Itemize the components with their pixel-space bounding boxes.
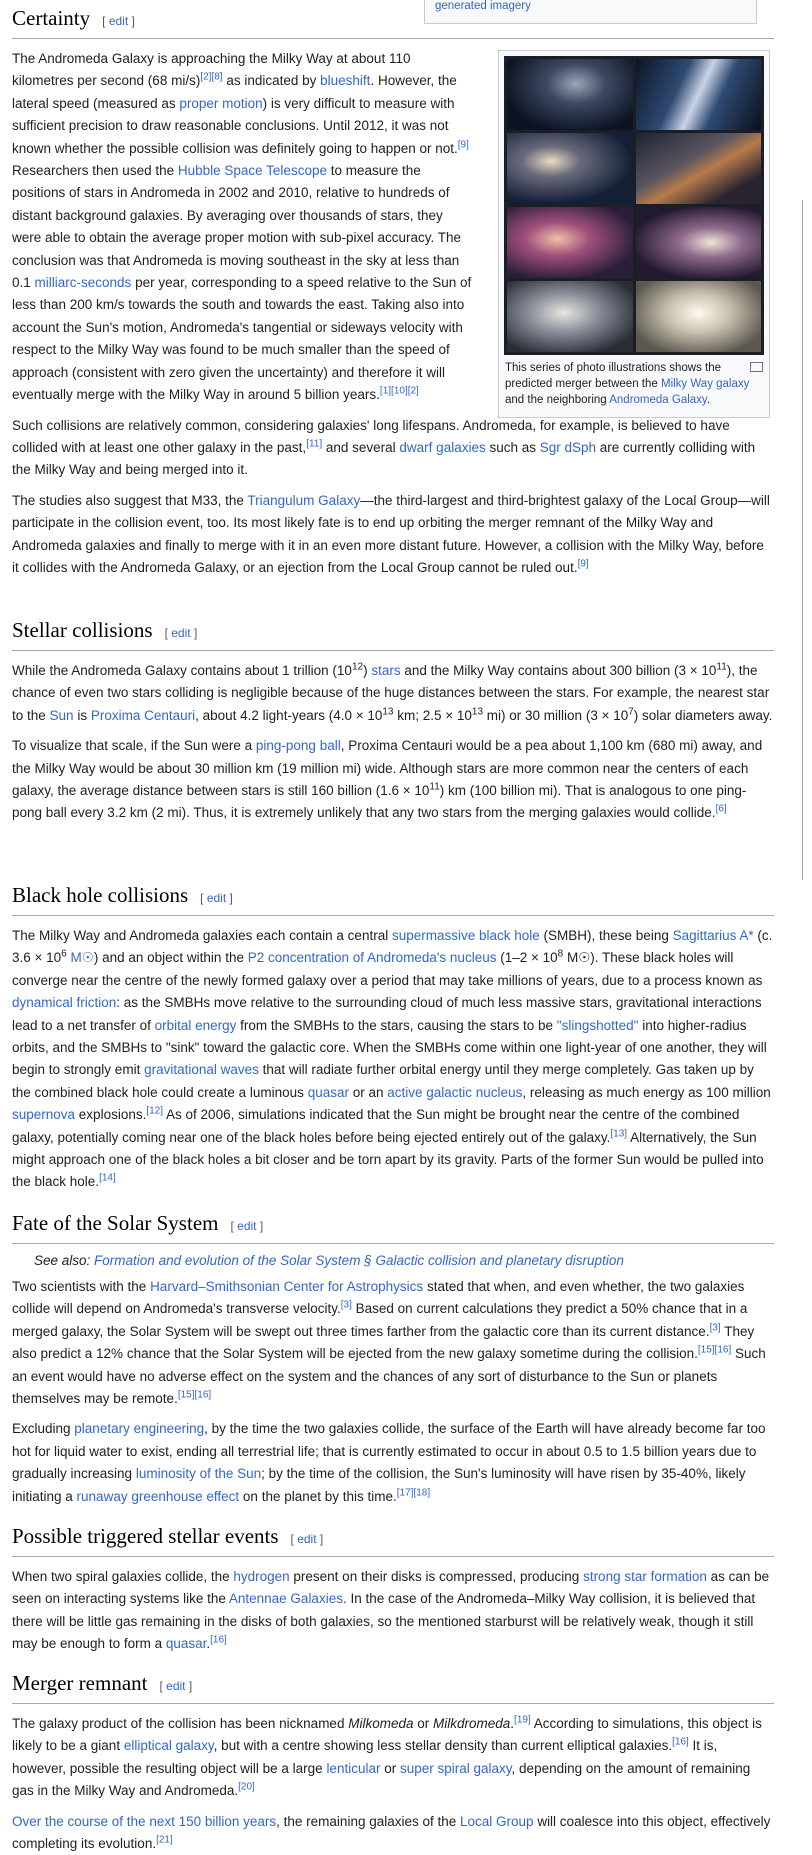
citation-link[interactable]: [2][8] [200, 71, 223, 83]
certainty-paragraph-2 [12, 415, 774, 482]
section-black-hole-collisions [12, 881, 774, 1194]
text-run: Two scientists with the [12, 1279, 151, 1294]
citation-link[interactable]: [15][16] [697, 1344, 732, 1356]
citation-link[interactable]: [9] [457, 139, 469, 151]
citation-link[interactable]: [21] [156, 1834, 173, 1846]
citation-link[interactable]: [14] [99, 1172, 116, 1184]
text-run: Such an event would have no adverse effect on the system and the chances of any sort of disturbance to the Sun or planets themselves may be remote. [12, 1346, 766, 1407]
wiki-link[interactable]: Over the course of the next 150 billion years [12, 1813, 277, 1829]
citation-link[interactable]: [12] [146, 1105, 164, 1117]
wiki-link[interactable]: runaway greenhouse effect [76, 1488, 240, 1504]
wiki-link[interactable]: Sagittarius A* [672, 928, 754, 943]
text-run: will coalesce into this object, effectively completing its evolution. [12, 1813, 771, 1852]
citation-link[interactable]: [1][10][2] [379, 385, 419, 397]
citation-link[interactable]: [3] [340, 1299, 352, 1311]
text-run: The Milky Way and Andromeda galaxies each contain a central [12, 928, 392, 943]
text-run: , the remaining galaxies of the [276, 1813, 461, 1829]
text-run: . [510, 1716, 515, 1731]
wiki-link[interactable]: proper motion [179, 95, 263, 111]
wiki-link[interactable]: M☉ [70, 950, 94, 966]
see-also-link[interactable]: Formation and evolution of the Solar System § Galactic collision and planetary disruption [94, 1253, 624, 1268]
text-run: The studies also suggest that M33, the [12, 492, 248, 508]
wiki-link[interactable]: quasar [165, 1636, 207, 1652]
text-run: from the SMBHs to the stars, causing the stars to be [236, 1017, 557, 1033]
text-run: While the Andromeda Galaxy contains about 1 trillion (10 [12, 663, 352, 678]
text-run: ) and an object within the [93, 950, 248, 966]
text-run: (1–2 × 10 [496, 950, 558, 966]
italic-term: Milkomeda [348, 1716, 414, 1731]
text-run: on the planet by this time. [239, 1488, 397, 1504]
citation-link[interactable]: [13] [610, 1128, 628, 1140]
exponent: 6 [61, 948, 67, 960]
section-merger-remnant [12, 1669, 774, 1855]
black-hole-paragraph-1 [12, 925, 774, 1194]
heading-merger-remnant: Merger remnant [ edit ] [12, 1669, 774, 1704]
wiki-link[interactable]: Harvard–Smithsonian Center for Astrophysics [150, 1279, 424, 1294]
text-run: Alternatively, the Sun might approach one of the black holes a bit closer and be torn apart by its gravity. Parts of the former Sun would be pulled into the black hole. [12, 1129, 764, 1190]
exponent: 13 [471, 706, 484, 718]
exponent: 7 [628, 706, 634, 718]
certainty-paragraph-1 [12, 48, 474, 407]
text-run: —the third-largest and third-brightest galaxy of the Local Group—will participate in the collision event, too. Its most likely fate is to end up orbiting the merger remnant of the Milky Way and Andromeda galaxies and finally to merge with it in an even more distant future. However, a collision with the Milky Way, before it collides with the Andromeda Galaxy, or an ejection from the Local Group cannot be ruled out. [12, 492, 770, 575]
wiki-link[interactable]: active galactic nucleus [387, 1084, 523, 1100]
text-run: km; 2.5 × 10 [393, 707, 472, 723]
text-run: Excluding [12, 1421, 75, 1437]
text-run: per year, corresponding to a speed relative to the Sun of less than 200 km/s towards the south and towards the east. Taking also into account the Sun's motion, Andromeda's tangential or sideways velocity with respect to the Milky Way was found to be much smaller than the speed of approach (consistent with zero given the uncertainty) and therefore it will eventually merge with the Milky Way in around 5 billion years. [12, 275, 472, 403]
italic-term: Milkdromeda [433, 1716, 511, 1731]
text-run: . [206, 1636, 211, 1652]
wiki-link[interactable]: P2 concentration of Andromeda's nucleus [247, 950, 497, 966]
text-run: that will radiate further orbital energy until they merge completely. Gas taken up by the combined black hole could create a luminous [12, 1062, 754, 1100]
milky-way-galaxy-link[interactable]: Milky Way galaxy [660, 378, 750, 390]
text-run: They also predict a 12% chance that the Solar System will be ejected from the new galaxy sometime during the collision. [12, 1323, 755, 1362]
thumbnail-figure [498, 50, 770, 418]
citation-link[interactable]: [11] [306, 438, 323, 450]
text-run: . In the case of the Andromeda–Milky Way collision, it is believed that there will be little gas remaining in the disks of both galaxies, so the mentioned starburst will be relatively weak, though it still may be enough to form a [12, 1591, 756, 1652]
edit-link[interactable]: edit [108, 14, 129, 28]
stellar-paragraph-1 [12, 660, 774, 727]
text-run: The galaxy product of the collision has been nicknamed [12, 1716, 349, 1731]
text-run: : as the SMBHs move relative to the surrounding cloud of much less massive stars, gravitational interactions lead to a net transfer of [12, 995, 762, 1033]
wiki-link[interactable]: super spiral galaxy [399, 1760, 512, 1776]
citation-link[interactable]: [16] [210, 1634, 227, 1646]
andromeda-galaxy-link[interactable]: Andromeda Galaxy [609, 394, 707, 406]
wiki-link[interactable]: gravitational waves [144, 1062, 259, 1078]
wiki-link[interactable]: supermassive black hole [391, 928, 540, 943]
text-run: as can be seen on interacting systems like the [12, 1569, 770, 1607]
text-run: , but with a centre showing less stellar density than current elliptical galaxies. [213, 1738, 673, 1754]
text-run: ) [363, 663, 372, 678]
text-run: Based on current calculations they predict a 50% chance that in a merged galaxy, the Solar System will be swept out three times farther from the galactic core than its current distance. [12, 1301, 748, 1339]
citation-link[interactable]: [17][18] [396, 1487, 431, 1499]
text-run: such as [485, 439, 540, 455]
stellar-paragraph-2 [12, 735, 774, 825]
wiki-link[interactable]: supernova [12, 1107, 76, 1123]
text-run: The Andromeda Galaxy is approaching the Milky Way at about 110 kilometres per second (68 mi/s) [12, 51, 411, 89]
text-run: into higher-radius orbits, and the SMBHs to "sink" toward the galactic core. When the SMBHs come within one light-year of one another, they will begin to strongly emit [12, 1017, 767, 1078]
text-run: (SMBH), these being [539, 928, 673, 943]
merger-photo-illustrations[interactable] [504, 56, 764, 355]
wiki-link[interactable]: stars [371, 663, 401, 678]
edit-link[interactable]: edit [297, 1532, 317, 1546]
text-run: Such collisions are relatively common, considering galaxies' long lifespans. Andromeda, for example, is believed to have collided with at least one other galaxy in the past, [12, 417, 730, 455]
text-run: , Proxima Centauri would be a pea about 1,100 km (680 mi) away, and the Milky Way would be about 30 million km (19 million mi) wide. Although stars are more common near the centers of each galaxy, the average distance between stars is still 160 billion (1.6 × 10 [12, 738, 763, 799]
wiki-link[interactable]: planetary engineering [74, 1421, 205, 1437]
fate-paragraph-2 [12, 1418, 774, 1508]
wiki-link[interactable]: Hubble Space Telescope [177, 163, 327, 179]
section-triggered-stellar-events [12, 1522, 774, 1656]
text-run: present on their disks is compressed, producing [289, 1569, 584, 1584]
text-run: as indicated by [222, 73, 321, 89]
text-run: When two spiral galaxies collide, the [12, 1569, 234, 1584]
citation-link[interactable]: [6] [715, 803, 727, 815]
wiki-link[interactable]: Local Group [460, 1813, 534, 1829]
scroll-indicator [802, 200, 803, 880]
text-run: stated that when, and even whether, the two galaxies collide will depend on Andromeda's transverse velocity. [12, 1279, 745, 1317]
wiki-link[interactable]: blueshift [320, 73, 371, 89]
wiki-link[interactable]: luminosity of the Sun [135, 1466, 262, 1482]
text-run: , depending on the amount of remaining gas in the Milky Way and Andromeda. [12, 1760, 751, 1799]
see-also-hatnote: See also: Formation and evolution of the Solar System § Galactic collision and planetary disruption [34, 1253, 624, 1268]
text-run: or [413, 1716, 433, 1731]
fate-paragraph-1 [12, 1276, 774, 1410]
text-run: are currently colliding with the Milky Way and being merged into it. [12, 439, 756, 478]
text-run: , releasing as much energy as 100 million [522, 1084, 771, 1100]
thumbnail-caption: This series of photo illustrations shows the predicted merger between the Milky Way galaxy and the neighboring Andromeda Galaxy. [505, 362, 750, 406]
exponent: 11 [716, 661, 727, 673]
heading-stellar-collisions: Stellar collisions [ edit ] [12, 616, 774, 651]
section-fate-solar-system [12, 1209, 774, 1508]
text-run: (c. 3.6 × 10 [12, 928, 773, 966]
edit-link[interactable]: edit [166, 1679, 186, 1693]
wiki-link[interactable]: quasar [307, 1084, 349, 1100]
text-run: To visualize that scale, if the Sun were a [12, 738, 256, 754]
text-run: is [73, 707, 91, 723]
heading-black-hole-collisions: Black hole collisions [ edit ] [12, 881, 774, 916]
citation-link[interactable]: [20] [238, 1781, 255, 1793]
edit-link[interactable]: edit [237, 1219, 257, 1233]
triggered-paragraph-1 [12, 1566, 774, 1656]
generated-imagery-link[interactable]: generated imagery [435, 0, 531, 12]
wiki-link[interactable]: dynamical friction [12, 995, 117, 1011]
text-run: According to simulations, this object is likely to be a giant [12, 1716, 762, 1754]
text-run: explosions. [75, 1107, 147, 1123]
text-run: ) is very difficult to measure with sufficient precision to draw reasonable conclusions. Until 2012, it was not known whether the possible collision was definitely going to happen or not. [12, 95, 458, 156]
text-run: . However, the lateral speed (measured as [12, 73, 457, 111]
exponent: 8 [557, 948, 564, 960]
edit-link[interactable]: edit [171, 626, 191, 640]
exponent: 13 [382, 706, 394, 718]
text-run: It is, however, possible the resulting object will be a large [12, 1738, 718, 1776]
text-run: Researchers then used the [12, 163, 178, 179]
text-run: M☉). These black holes will converge near the centre of the newly formed galaxy over a period that may take millions of years, due to a process known as [12, 950, 763, 988]
exponent: 11 [429, 781, 440, 793]
certainty-paragraph-3 [12, 490, 774, 580]
heading-certainty: Certainty [ edit ] [12, 4, 774, 39]
text-run: ) km (100 billion mi). That is analogous to one ping-pong ball every 3.2 km (2 mi). Thus, it is extremely unlikely that any two stars from the merging galaxies would collide. [12, 783, 747, 821]
text-run: and several [322, 439, 400, 455]
text-run: , by the time the two galaxies collide, the surface of the Earth will have already become far too hot for liquid water to exist, ending all terrestrial life; that is currently estimated to occur in about 0.5 to 1.5 billion years due to gradually increasing [12, 1421, 766, 1482]
edit-link[interactable]: edit [206, 891, 227, 905]
wiki-link[interactable]: elliptical galaxy [123, 1738, 214, 1754]
wiki-link[interactable]: hydrogen [233, 1569, 290, 1584]
text-run: and the Milky Way contains about 300 billion (3 × 10 [400, 663, 717, 678]
wiki-link[interactable]: orbital energy [154, 1017, 237, 1033]
heading-triggered-stellar-events: Possible triggered stellar events [ edit ] [12, 1522, 774, 1557]
wiki-link[interactable]: "slingshotted" [556, 1017, 639, 1033]
wiki-link[interactable]: milliarc-seconds [34, 275, 132, 291]
wiki-link[interactable]: ping-pong ball [255, 738, 341, 754]
wiki-link[interactable]: strong star formation [583, 1569, 707, 1584]
text-run: , about 4.2 light-years (4.0 × 10 [195, 707, 383, 723]
exponent: 12 [351, 661, 364, 673]
text-run: ), the chance of even two stars colliding is negligible because of the huge distances between the stars. For example, the nearest star to the [12, 663, 770, 723]
wiki-link[interactable]: Sgr dSph [539, 439, 597, 455]
wiki-link[interactable]: dwarf galaxies [399, 439, 486, 455]
citation-link[interactable]: [16] [672, 1736, 689, 1748]
wiki-link[interactable]: Antennae Galaxies [228, 1591, 343, 1607]
text-run: mi) or 30 million (3 × 10 [483, 707, 629, 723]
wiki-link[interactable]: Triangulum Galaxy [247, 492, 361, 508]
citation-link[interactable]: [3] [709, 1322, 721, 1334]
wiki-link[interactable]: lenticular [326, 1760, 381, 1776]
text-run: or an [348, 1084, 388, 1100]
text-run: As of 2006, simulations indicated that the Sun might be brought near the centre of the combined galaxy, potentially coming near one of the black holes before being ejected entirely out of the galaxy. [12, 1107, 740, 1145]
text-run: or [380, 1760, 400, 1776]
wiki-link[interactable]: Sun [49, 707, 74, 723]
remnant-paragraph-1 [12, 1713, 774, 1803]
section-stellar-collisions [12, 616, 774, 825]
citation-link[interactable]: [19] [514, 1714, 531, 1726]
remnant-paragraph-2 [12, 1811, 774, 1855]
text-run: to measure the positions of stars in Andromeda in 2002 and 2010, relative to hundreds of distant background galaxies. By averaging over thousands of stars, they were able to obtain the average proper motion with sub-pixel accuracy. The conclusion was that Andromeda is moving southeast in the sky at less than 0.1 [12, 163, 462, 291]
citation-link[interactable]: [9] [577, 558, 589, 570]
text-run: ) solar diameters away. [633, 707, 773, 723]
heading-fate-solar-system: Fate of the Solar System [ edit ] [12, 1209, 774, 1244]
wiki-link[interactable]: Proxima Centauri [90, 707, 196, 723]
text-run: ; by the time of the collision, the Sun's luminosity will have risen by 35-40%, likely initiating a [12, 1466, 746, 1504]
citation-link[interactable]: [15][16] [177, 1389, 212, 1401]
